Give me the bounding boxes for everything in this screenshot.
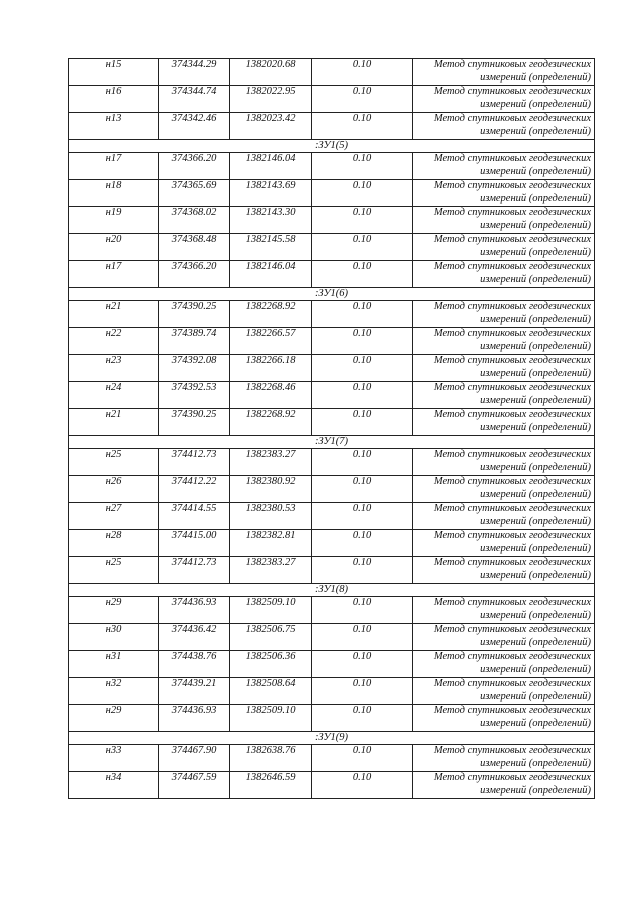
method-cell [413, 705, 595, 732]
method-line-1: Метод спутниковых геодезических [433, 530, 591, 541]
method-line-1: Метод спутниковых геодезических [433, 476, 591, 487]
table-row [69, 530, 595, 557]
accuracy-cell: 0.10 [312, 503, 413, 530]
x-coordinate-cell: 374389.74 [159, 328, 230, 355]
y-coordinate-cell: 1382506.75 [230, 624, 312, 651]
table-row [69, 355, 595, 382]
y-coordinate-cell: 1382022.95 [230, 86, 312, 113]
table-row [69, 476, 595, 503]
method-cell [413, 476, 595, 503]
method-line-2: измерений (определений) [480, 757, 591, 769]
table-row [69, 449, 595, 476]
parcel-group-label: :ЗУ1(5) [69, 140, 595, 153]
x-coordinate-cell: 374415.00 [159, 530, 230, 557]
point-name-cell: н29 [69, 597, 159, 624]
y-coordinate-cell: 1382023.42 [230, 113, 312, 140]
accuracy-cell: 0.10 [312, 59, 413, 86]
point-name-cell: н16 [69, 86, 159, 113]
method-line-2: измерений (определений) [480, 394, 591, 406]
method-line-1: Метод спутниковых геодезических [433, 597, 591, 608]
method-cell [413, 153, 595, 180]
method-cell [413, 624, 595, 651]
x-coordinate-cell: 374344.74 [159, 86, 230, 113]
method-line-2: измерений (определений) [480, 569, 591, 581]
method-cell [413, 382, 595, 409]
table-row [69, 86, 595, 113]
point-name-cell: н25 [69, 449, 159, 476]
accuracy-cell: 0.10 [312, 153, 413, 180]
method-line-2: измерений (определений) [480, 690, 591, 702]
y-coordinate-cell: 1382383.27 [230, 449, 312, 476]
method-cell [413, 113, 595, 140]
table-row [69, 745, 595, 772]
method-cell [413, 503, 595, 530]
accuracy-cell: 0.10 [312, 234, 413, 261]
method-cell [413, 745, 595, 772]
point-name-cell: н32 [69, 678, 159, 705]
parcel-group-label: :ЗУ1(9) [69, 732, 595, 745]
accuracy-cell: 0.10 [312, 113, 413, 140]
method-line-2: измерений (определений) [480, 609, 591, 621]
x-coordinate-cell: 374366.20 [159, 261, 230, 288]
accuracy-cell: 0.10 [312, 651, 413, 678]
method-line-2: измерений (определений) [480, 515, 591, 527]
point-name-cell: н17 [69, 261, 159, 288]
accuracy-cell: 0.10 [312, 597, 413, 624]
x-coordinate-cell: 374436.93 [159, 597, 230, 624]
x-coordinate-cell: 374366.20 [159, 153, 230, 180]
table-row [69, 772, 595, 799]
method-line-2: измерений (определений) [480, 192, 591, 204]
parcel-group-row [69, 436, 595, 449]
x-coordinate-cell: 374392.08 [159, 355, 230, 382]
y-coordinate-cell: 1382508.64 [230, 678, 312, 705]
method-line-1: Метод спутниковых геодезических [433, 207, 591, 218]
y-coordinate-cell: 1382506.36 [230, 651, 312, 678]
method-line-1: Метод спутниковых геодезических [433, 261, 591, 272]
point-name-cell: н15 [69, 59, 159, 86]
method-line-1: Метод спутниковых геодезических [433, 328, 591, 339]
accuracy-cell: 0.10 [312, 745, 413, 772]
table-row [69, 597, 595, 624]
point-name-cell: н29 [69, 705, 159, 732]
x-coordinate-cell: 374436.93 [159, 705, 230, 732]
y-coordinate-cell: 1382380.92 [230, 476, 312, 503]
coordinates-table [68, 58, 595, 799]
table-row [69, 180, 595, 207]
y-coordinate-cell: 1382382.81 [230, 530, 312, 557]
method-line-1: Метод спутниковых геодезических [433, 624, 591, 635]
method-cell [413, 557, 595, 584]
method-line-1: Метод спутниковых геодезических [433, 234, 591, 245]
table-row [69, 409, 595, 436]
method-cell [413, 207, 595, 234]
method-line-2: измерений (определений) [480, 542, 591, 554]
x-coordinate-cell: 374368.02 [159, 207, 230, 234]
y-coordinate-cell: 1382383.27 [230, 557, 312, 584]
method-line-2: измерений (определений) [480, 273, 591, 285]
method-line-1: Метод спутниковых геодезических [433, 153, 591, 164]
method-line-2: измерений (определений) [480, 421, 591, 433]
parcel-group-row [69, 288, 595, 301]
y-coordinate-cell: 1382146.04 [230, 153, 312, 180]
method-line-1: Метод спутниковых геодезических [433, 86, 591, 97]
method-cell [413, 355, 595, 382]
method-line-1: Метод спутниковых геодезических [433, 449, 591, 460]
point-name-cell: н33 [69, 745, 159, 772]
parcel-group-label: :ЗУ1(7) [69, 436, 595, 449]
method-line-2: измерений (определений) [480, 125, 591, 137]
x-coordinate-cell: 374412.22 [159, 476, 230, 503]
point-name-cell: н18 [69, 180, 159, 207]
accuracy-cell: 0.10 [312, 449, 413, 476]
method-line-1: Метод спутниковых геодезических [433, 59, 591, 70]
method-line-1: Метод спутниковых геодезических [433, 355, 591, 366]
method-line-2: измерений (определений) [480, 461, 591, 473]
accuracy-cell: 0.10 [312, 328, 413, 355]
y-coordinate-cell: 1382268.46 [230, 382, 312, 409]
x-coordinate-cell: 374368.48 [159, 234, 230, 261]
parcel-group-row [69, 732, 595, 745]
x-coordinate-cell: 374342.46 [159, 113, 230, 140]
accuracy-cell: 0.10 [312, 624, 413, 651]
parcel-group-row [69, 584, 595, 597]
method-cell [413, 651, 595, 678]
method-line-2: измерений (определений) [480, 71, 591, 83]
table-row [69, 207, 595, 234]
method-cell [413, 301, 595, 328]
method-line-1: Метод спутниковых геодезических [433, 772, 591, 783]
y-coordinate-cell: 1382509.10 [230, 597, 312, 624]
method-line-2: измерений (определений) [480, 367, 591, 379]
table-row [69, 382, 595, 409]
table-row [69, 678, 595, 705]
accuracy-cell: 0.10 [312, 705, 413, 732]
method-line-2: измерений (определений) [480, 98, 591, 110]
x-coordinate-cell: 374412.73 [159, 557, 230, 584]
method-line-1: Метод спутниковых геодезических [433, 503, 591, 514]
x-coordinate-cell: 374467.90 [159, 745, 230, 772]
method-line-2: измерений (определений) [480, 717, 591, 729]
method-cell [413, 530, 595, 557]
accuracy-cell: 0.10 [312, 476, 413, 503]
method-line-1: Метод спутниковых геодезических [433, 678, 591, 689]
point-name-cell: н21 [69, 409, 159, 436]
method-line-2: измерений (определений) [480, 313, 591, 325]
x-coordinate-cell: 374390.25 [159, 409, 230, 436]
table-row [69, 557, 595, 584]
point-name-cell: н19 [69, 207, 159, 234]
y-coordinate-cell: 1382509.10 [230, 705, 312, 732]
x-coordinate-cell: 374390.25 [159, 301, 230, 328]
point-name-cell: н26 [69, 476, 159, 503]
method-line-2: измерений (определений) [480, 663, 591, 675]
method-line-1: Метод спутниковых геодезических [433, 409, 591, 420]
table-row [69, 503, 595, 530]
method-line-2: измерений (определений) [480, 246, 591, 258]
x-coordinate-cell: 374412.73 [159, 449, 230, 476]
accuracy-cell: 0.10 [312, 678, 413, 705]
accuracy-cell: 0.10 [312, 207, 413, 234]
accuracy-cell: 0.10 [312, 382, 413, 409]
parcel-group-label: :ЗУ1(8) [69, 584, 595, 597]
method-cell [413, 328, 595, 355]
table-row [69, 301, 595, 328]
y-coordinate-cell: 1382380.53 [230, 503, 312, 530]
accuracy-cell: 0.10 [312, 355, 413, 382]
method-line-1: Метод спутниковых геодезических [433, 557, 591, 568]
y-coordinate-cell: 1382266.57 [230, 328, 312, 355]
table-row [69, 59, 595, 86]
point-name-cell: н30 [69, 624, 159, 651]
method-cell [413, 234, 595, 261]
accuracy-cell: 0.10 [312, 261, 413, 288]
point-name-cell: н27 [69, 503, 159, 530]
y-coordinate-cell: 1382145.58 [230, 234, 312, 261]
point-name-cell: н34 [69, 772, 159, 799]
method-cell [413, 449, 595, 476]
point-name-cell: н20 [69, 234, 159, 261]
method-line-2: измерений (определений) [480, 636, 591, 648]
parcel-group-row [69, 140, 595, 153]
y-coordinate-cell: 1382143.30 [230, 207, 312, 234]
point-name-cell: н28 [69, 530, 159, 557]
point-name-cell: н22 [69, 328, 159, 355]
point-name-cell: н21 [69, 301, 159, 328]
parcel-group-label: :ЗУ1(6) [69, 288, 595, 301]
y-coordinate-cell: 1382646.59 [230, 772, 312, 799]
method-line-1: Метод спутниковых геодезических [433, 651, 591, 662]
y-coordinate-cell: 1382268.92 [230, 409, 312, 436]
x-coordinate-cell: 374344.29 [159, 59, 230, 86]
point-name-cell: н24 [69, 382, 159, 409]
method-line-1: Метод спутниковых геодезических [433, 705, 591, 716]
table-row [69, 705, 595, 732]
x-coordinate-cell: 374365.69 [159, 180, 230, 207]
accuracy-cell: 0.10 [312, 180, 413, 207]
accuracy-cell: 0.10 [312, 772, 413, 799]
x-coordinate-cell: 374439.21 [159, 678, 230, 705]
method-cell [413, 59, 595, 86]
accuracy-cell: 0.10 [312, 409, 413, 436]
accuracy-cell: 0.10 [312, 301, 413, 328]
y-coordinate-cell: 1382146.04 [230, 261, 312, 288]
table-row [69, 261, 595, 288]
point-name-cell: н31 [69, 651, 159, 678]
accuracy-cell: 0.10 [312, 86, 413, 113]
method-line-2: измерений (определений) [480, 488, 591, 500]
y-coordinate-cell: 1382020.68 [230, 59, 312, 86]
y-coordinate-cell: 1382268.92 [230, 301, 312, 328]
method-line-1: Метод спутниковых геодезических [433, 301, 591, 312]
accuracy-cell: 0.10 [312, 557, 413, 584]
table-row [69, 328, 595, 355]
table-row [69, 651, 595, 678]
point-name-cell: н13 [69, 113, 159, 140]
point-name-cell: н25 [69, 557, 159, 584]
x-coordinate-cell: 374467.59 [159, 772, 230, 799]
x-coordinate-cell: 374392.53 [159, 382, 230, 409]
method-line-1: Метод спутниковых геодезических [433, 745, 591, 756]
method-cell [413, 409, 595, 436]
method-cell [413, 597, 595, 624]
method-line-2: измерений (определений) [480, 784, 591, 796]
table-row [69, 624, 595, 651]
y-coordinate-cell: 1382638.76 [230, 745, 312, 772]
x-coordinate-cell: 374436.42 [159, 624, 230, 651]
method-cell [413, 678, 595, 705]
method-cell [413, 86, 595, 113]
method-line-2: измерений (определений) [480, 340, 591, 352]
table-row [69, 113, 595, 140]
x-coordinate-cell: 374438.76 [159, 651, 230, 678]
method-cell [413, 772, 595, 799]
method-line-1: Метод спутниковых геодезических [433, 113, 591, 124]
point-name-cell: н23 [69, 355, 159, 382]
method-cell [413, 180, 595, 207]
accuracy-cell: 0.10 [312, 530, 413, 557]
y-coordinate-cell: 1382266.18 [230, 355, 312, 382]
method-line-1: Метод спутниковых геодезических [433, 382, 591, 393]
method-cell [413, 261, 595, 288]
table-row [69, 153, 595, 180]
method-line-1: Метод спутниковых геодезических [433, 180, 591, 191]
coordinates-table-body [69, 59, 595, 799]
method-line-2: измерений (определений) [480, 165, 591, 177]
point-name-cell: н17 [69, 153, 159, 180]
x-coordinate-cell: 374414.55 [159, 503, 230, 530]
method-line-2: измерений (определений) [480, 219, 591, 231]
table-row [69, 234, 595, 261]
y-coordinate-cell: 1382143.69 [230, 180, 312, 207]
